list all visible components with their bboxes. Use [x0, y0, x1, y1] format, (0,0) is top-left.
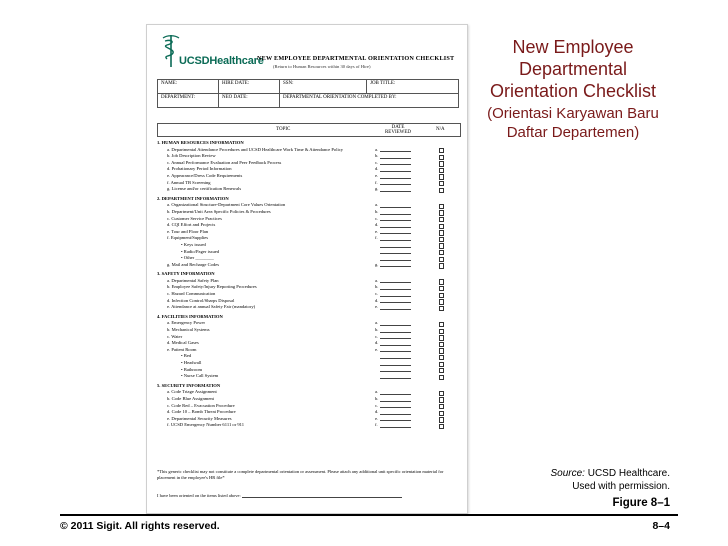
date-reviewed-blank: c. — [375, 403, 411, 410]
field-hire-date: HIRE DATE: — [219, 80, 280, 94]
checklist-sub-item — [157, 373, 459, 380]
date-reviewed-blank: d. — [375, 298, 411, 305]
checklist-item-text: f. UCSD Emergency Number 6111 or 911 — [167, 422, 245, 428]
checklist-item-text: d. Code 10 – Bomb Threat Procedure — [167, 409, 236, 415]
signature-blank — [242, 497, 402, 498]
date-reviewed-blank: a. — [375, 147, 411, 154]
checklist-item-text: e. Tour and Floor Plan — [167, 228, 209, 234]
checklist-item — [157, 320, 459, 327]
checklist-item-text: b. Job Description Review — [167, 153, 216, 159]
checklist-item — [157, 209, 459, 216]
date-reviewed-blank: b. — [375, 153, 411, 160]
section-title: 4. FACILITIES INFORMATION — [157, 313, 223, 319]
checklist-item — [157, 304, 459, 311]
checklist-item-text: c. Hazard Communication — [167, 291, 216, 297]
slide-title-block — [478, 36, 668, 142]
copyright-text: © 2011 Sigit. All rights reserved. — [60, 520, 220, 532]
checklist-item-text: b. Mechanical Systems — [167, 327, 210, 333]
date-reviewed-blank: g. — [375, 262, 411, 269]
checklist-item-text: e. Attendance at annual Safety Fair (mandatory) — [167, 304, 256, 310]
date-reviewed-blank: e. — [375, 229, 411, 236]
date-reviewed-blank: d. — [375, 222, 411, 229]
checklist-sub-item — [157, 367, 459, 374]
checklist-sub-item-text: • Bathroom — [181, 366, 203, 372]
checklist-item — [157, 222, 459, 229]
checklist-item — [157, 416, 459, 423]
figure-label: Figure 8–1 — [612, 497, 670, 509]
checklist-item — [157, 291, 459, 298]
checklist-item-text: c. Water — [167, 333, 183, 339]
checklist-item — [157, 327, 459, 334]
na-checkbox[interactable] — [439, 188, 444, 193]
na-checkbox[interactable] — [439, 424, 444, 429]
page-number: 8–4 — [652, 520, 670, 532]
section-title: 2. DEPARTMENT INFORMATION — [157, 195, 229, 201]
checklist-sub-item-text: • Nurse Call System — [181, 373, 219, 379]
field-ssn: SSN: — [280, 80, 367, 94]
checklist-item-text: e. Appearance/Dress Code Requirements — [167, 172, 243, 178]
checklist-item — [157, 147, 459, 154]
date-reviewed-blank: e. — [375, 416, 411, 423]
checklist-item-text: c. Customer Service Practices — [167, 215, 222, 221]
checklist-item-text: a. Emergency Power — [167, 320, 206, 326]
date-reviewed-blank: a. — [375, 278, 411, 285]
date-reviewed-blank: e. — [375, 347, 411, 354]
date-reviewed-blank: b. — [375, 327, 411, 334]
column-date-reviewed: DATE REVIEWED — [384, 125, 412, 135]
checklist-item-text: g. Mail and Recharge Codes — [167, 261, 220, 267]
checklist-item — [157, 153, 459, 160]
date-reviewed-blank — [375, 242, 411, 249]
checklist-item-text: a. Code Triage Assignment — [167, 389, 217, 395]
checklist-item — [157, 278, 459, 285]
checklist-sub-item-text: • Other ________ — [181, 255, 214, 261]
checklist-item-text: b. Employee Safety/Injury Reporting Procedures — [167, 284, 257, 290]
logo-text: UCSDHealthcare — [179, 55, 264, 67]
checklist-item — [157, 235, 459, 242]
na-checkbox[interactable] — [439, 263, 444, 268]
checklist-item — [157, 166, 459, 173]
date-reviewed-blank: a. — [375, 389, 411, 396]
date-reviewed-blank: e. — [375, 173, 411, 180]
field-completed-by: DEPARTMENTAL ORIENTATION COMPLETED BY: — [280, 94, 459, 108]
checklist-sub-item — [157, 242, 459, 249]
ucsd-healthcare-logo — [157, 33, 264, 73]
date-reviewed-blank: d. — [375, 340, 411, 347]
checklist-item-text: c. Code Red – Evacuation Procedure — [167, 402, 235, 408]
column-topic: TOPIC — [276, 127, 291, 132]
checklist-item-text: b. Department/Unit Area Specific Policies & Procedures — [167, 208, 271, 214]
checklist-sub-item-text: • Bed — [181, 353, 192, 359]
slide-subtitle: (Orientasi Karyawan Baru Daftar Departemen) — [487, 105, 659, 141]
checklist-item — [157, 422, 459, 429]
date-reviewed-blank — [375, 360, 411, 367]
checklist-item — [157, 347, 459, 354]
source-label: Source: — [550, 468, 585, 479]
date-reviewed-blank: c. — [375, 216, 411, 223]
date-reviewed-blank: b. — [375, 284, 411, 291]
field-department: DEPARTMENT: — [158, 94, 219, 108]
date-reviewed-blank: e. — [375, 304, 411, 311]
checklist-sub-item — [157, 360, 459, 367]
date-reviewed-blank — [375, 373, 411, 380]
checklist-item — [157, 160, 459, 167]
checklist-item — [157, 396, 459, 403]
checklist-item — [157, 186, 459, 193]
checklist-document-image — [146, 24, 468, 514]
checklist-item — [157, 216, 459, 223]
checklist-item — [157, 389, 459, 396]
date-reviewed-blank: f. — [375, 180, 411, 187]
date-reviewed-blank: d. — [375, 166, 411, 173]
source-credit — [520, 467, 670, 493]
checklist-item-text: f. Annual TB Screening — [167, 179, 211, 185]
section-title: 1. HUMAN RESOURCES INFORMATION — [157, 140, 244, 145]
field-name: NAME: — [158, 80, 219, 94]
checklist-item-text: e. Patient Room — [167, 346, 197, 352]
checklist-item-text: a. Departmental Safety Plan — [167, 277, 219, 283]
checklist-sections — [157, 137, 459, 429]
checklist-item — [157, 403, 459, 410]
document-subtitle: (Return to Human Resources within 30 days of Hire) — [273, 64, 371, 69]
date-reviewed-blank — [375, 367, 411, 374]
checklist-item — [157, 202, 459, 209]
checklist-item — [157, 180, 459, 187]
checklist-item — [157, 284, 459, 291]
checklist-item — [157, 229, 459, 236]
checklist-item-text: e. Departmental Security Measures — [167, 415, 232, 421]
date-reviewed-blank: b. — [375, 209, 411, 216]
date-reviewed-blank — [375, 249, 411, 256]
date-reviewed-blank: a. — [375, 320, 411, 327]
document-title: NEW EMPLOYEE DEPARTMENTAL ORIENTATION CHECKLIST — [257, 55, 455, 62]
column-na: N/A — [436, 127, 445, 132]
date-reviewed-blank: g. — [375, 186, 411, 193]
date-reviewed-blank: b. — [375, 396, 411, 403]
checklist-item — [157, 334, 459, 341]
date-reviewed-blank: a. — [375, 202, 411, 209]
na-checkbox[interactable] — [439, 375, 444, 380]
section-title: 5. SECURITY INFORMATION — [157, 382, 221, 388]
date-reviewed-blank: c. — [375, 160, 411, 167]
checklist-item-text: d. Medical Gases — [167, 340, 199, 346]
field-job-title: JOB TITLE: — [367, 80, 459, 94]
checklist-item — [157, 340, 459, 347]
checklist-item-text: a. Organizational Structure-Department Core Values Orientation — [167, 202, 286, 208]
checklist-item-text: c. Annual Performance Evaluation and Peer Feedback Process — [167, 159, 282, 165]
checklist-header-row — [157, 123, 461, 137]
slide-title: New Employee Departmental Orientation Checklist — [489, 37, 657, 101]
checklist-item-text: b. Code Blue Assignment — [167, 395, 214, 401]
oriented-signature-line — [157, 493, 455, 498]
checklist-sub-item — [157, 249, 459, 256]
footer-divider — [60, 514, 678, 516]
checklist-sub-item-text: • Keys issued — [181, 241, 206, 247]
checklist-sub-item-text: • Headwall — [181, 360, 202, 365]
checklist-item — [157, 262, 459, 269]
source-permission: Used with permission. — [572, 481, 670, 492]
checklist-item-text: f. Equipment/Supplies — [167, 235, 209, 241]
checklist-item-text: a. Departmental Attendance Procedures and UCSD Healthcare Work Time & Attendance Policy — [167, 146, 344, 152]
date-reviewed-blank: f. — [375, 422, 411, 429]
checklist-sub-item-text: • Radio/Pager issued — [181, 248, 220, 254]
checklist-item-text: d. Probationary Period Information — [167, 166, 232, 172]
date-reviewed-blank: c. — [375, 334, 411, 341]
na-checkbox[interactable] — [439, 306, 444, 311]
checklist-item — [157, 173, 459, 180]
checklist-sub-item — [157, 255, 459, 262]
checklist-item-text: d. Infection Control/Sharps Disposal — [167, 297, 235, 303]
date-reviewed-blank: f. — [375, 235, 411, 242]
date-reviewed-blank — [375, 255, 411, 262]
checklist-item-text: g. License and/or certification Renewals — [167, 186, 242, 192]
date-reviewed-blank: d. — [375, 409, 411, 416]
checklist-item — [157, 298, 459, 305]
section-title: 3. SAFETY INFORMATION — [157, 271, 215, 277]
employee-info-table — [157, 79, 459, 108]
checklist-item-text: d. CQI Effort and Projects — [167, 222, 216, 228]
date-reviewed-blank — [375, 353, 411, 360]
checklist-sub-item — [157, 353, 459, 360]
source-text: UCSD Healthcare. — [587, 468, 670, 479]
oriented-label: I have been oriented on the items listed above: — [157, 493, 241, 498]
checklist-footnote: *This generic checklist may not constitute a complete departmental orientation or assessment. Please attach any additional unit specific orientation material for placement in the employee's HR file* — [157, 469, 444, 481]
checklist-item — [157, 409, 459, 416]
field-neo-date: NEO DATE: — [219, 94, 280, 108]
date-reviewed-blank: c. — [375, 291, 411, 298]
